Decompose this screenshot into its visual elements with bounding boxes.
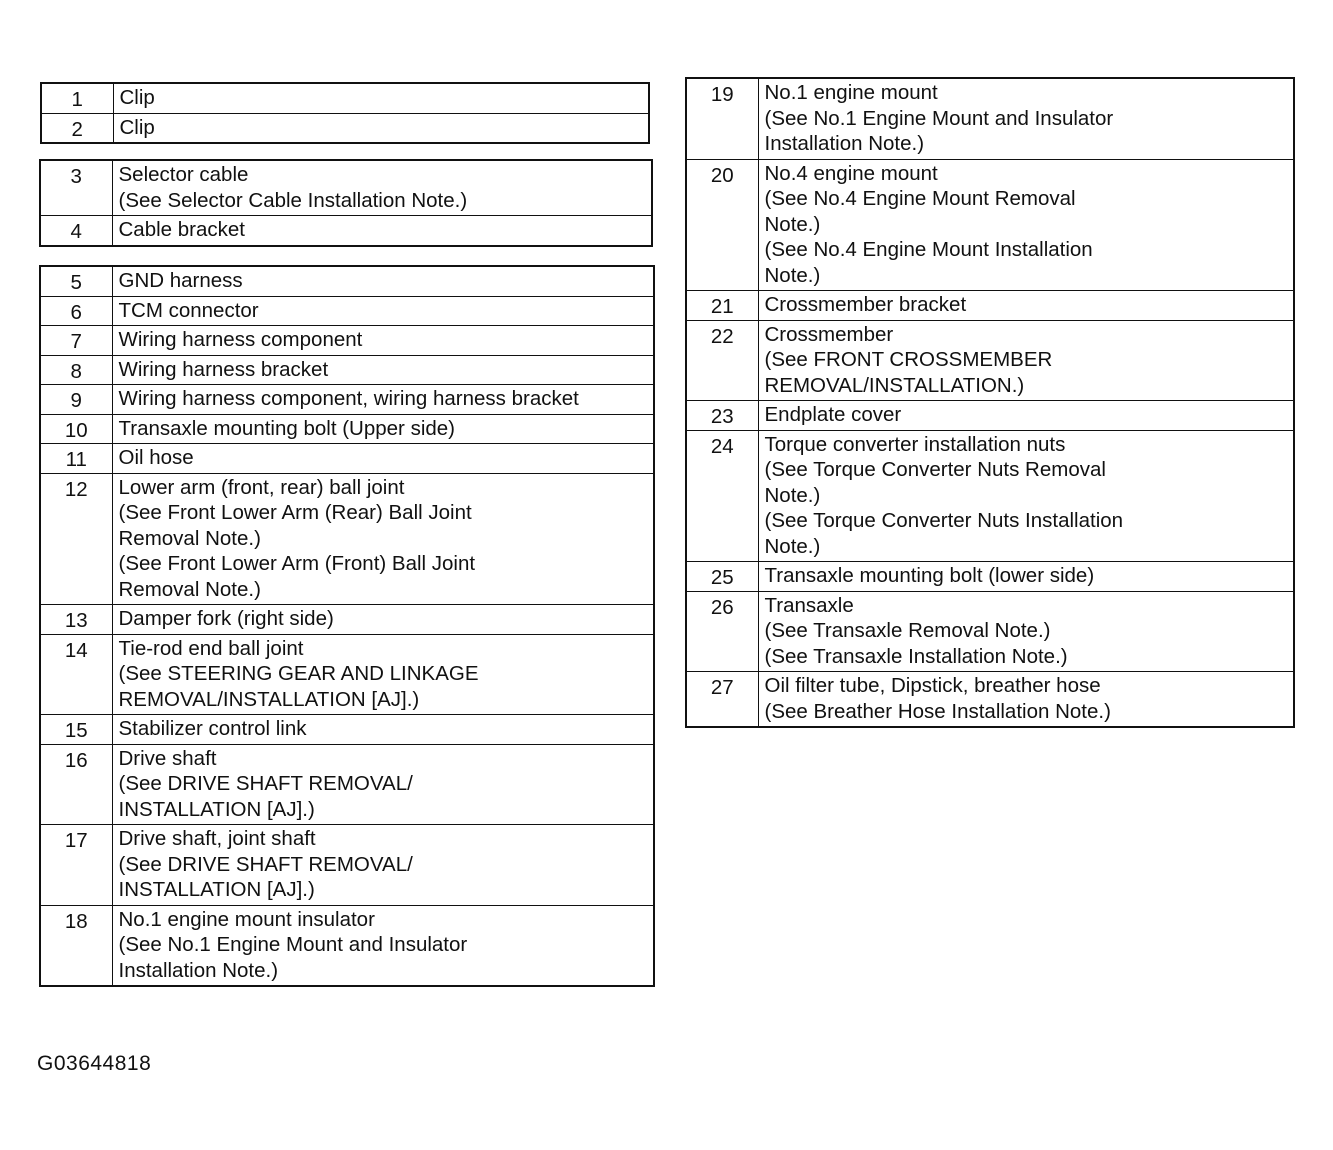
description-line: (See FRONT CROSSMEMBER [764, 348, 1053, 371]
description-line: Tie-rod end ball joint [118, 636, 304, 660]
table-row [40, 385, 654, 415]
description-line: (See Breather Hose Installation Note.) [764, 699, 1111, 723]
description-line: Wiring harness component, wiring harness bracket [118, 387, 579, 410]
table-row [41, 83, 649, 113]
item-description [112, 414, 654, 444]
description-line: Wiring harness component [118, 328, 363, 351]
item-description [758, 159, 1294, 291]
legend-table-2 [39, 159, 653, 247]
item-number: 24 [686, 430, 758, 562]
item-description [758, 591, 1294, 672]
description-line: INSTALLATION [AJ].) [118, 797, 315, 821]
description-line: (See DRIVE SHAFT REMOVAL/ [118, 852, 413, 876]
table-row [686, 562, 1294, 592]
description-line: Selector cable [118, 163, 249, 186]
table-row [40, 355, 654, 385]
item-number: 12 [40, 473, 112, 605]
item-number: 21 [686, 291, 758, 321]
item-description [112, 634, 654, 715]
item-number: 22 [686, 320, 758, 401]
description-line: Lower arm (front, rear) ball joint [118, 475, 405, 499]
item-number: 8 [40, 355, 112, 385]
description-line: Clip [119, 86, 155, 109]
description-line: REMOVAL/INSTALLATION [AJ].) [118, 687, 420, 711]
table-row [40, 216, 652, 246]
table-row [686, 591, 1294, 672]
description-line: Transaxle [764, 593, 854, 617]
item-description [112, 444, 654, 474]
legend-table-1 [40, 82, 650, 144]
description-line: No.4 engine mount [764, 161, 938, 185]
table-row [40, 326, 654, 356]
description-line: Oil hose [118, 446, 194, 469]
table-row [686, 430, 1294, 562]
description-line: Stabilizer control link [118, 717, 307, 740]
item-number: 26 [686, 591, 758, 672]
item-number: 11 [40, 444, 112, 474]
description-line: Wiring harness bracket [118, 357, 329, 381]
table-row [40, 414, 654, 444]
item-description [113, 113, 649, 143]
description-line: GND harness [118, 269, 243, 292]
description-line: (See No.1 Engine Mount and Insulator [764, 106, 1114, 130]
description-line: Note.) [764, 263, 821, 287]
item-description [112, 296, 654, 326]
description-line: Transaxle mounting bolt (lower side) [764, 564, 1095, 587]
item-number: 15 [40, 715, 112, 745]
legend-table-3 [39, 265, 655, 987]
description-line: (See No.4 Engine Mount Installation [764, 238, 1093, 261]
item-number: 1 [41, 83, 113, 113]
description-line: INSTALLATION [AJ].) [118, 878, 315, 901]
description-line: Crossmember bracket [764, 293, 967, 316]
description-line: Transaxle mounting bolt (Upper side) [118, 416, 456, 440]
description-line: Note.) [764, 534, 821, 558]
table-row [40, 905, 654, 986]
description-line: Note.) [764, 483, 821, 507]
item-number: 18 [40, 905, 112, 986]
description-line: REMOVAL/INSTALLATION.) [764, 373, 1025, 397]
description-line: TCM connector [118, 298, 259, 322]
table-row [40, 825, 654, 906]
description-line: Endplate cover [764, 403, 902, 426]
description-line: (See No.4 Engine Mount Removal [764, 187, 1076, 210]
description-line: Torque converter installation nuts [764, 432, 1066, 456]
table-row [40, 266, 654, 296]
item-number: 7 [40, 326, 112, 356]
description-line: Clip [119, 115, 155, 139]
item-description [758, 401, 1294, 431]
item-number: 19 [686, 78, 758, 159]
item-number: 6 [40, 296, 112, 326]
description-line: Removal Note.) [118, 526, 261, 550]
table-row [686, 291, 1294, 321]
item-number: 17 [40, 825, 112, 906]
description-line: (See No.1 Engine Mount and Insulator [118, 933, 468, 956]
table-row [686, 401, 1294, 431]
description-line: (See DRIVE SHAFT REMOVAL/ [118, 772, 413, 795]
description-line: (See Torque Converter Nuts Removal [764, 458, 1106, 481]
item-number: 9 [40, 385, 112, 415]
description-line: Crossmember [764, 322, 894, 346]
description-line: Installation Note.) [764, 132, 925, 155]
description-line: (See Transaxle Installation Note.) [764, 644, 1068, 668]
item-number: 20 [686, 159, 758, 291]
item-number: 3 [40, 160, 112, 216]
table-row [40, 715, 654, 745]
table-row [40, 473, 654, 605]
item-description [113, 83, 649, 113]
item-description [112, 905, 654, 986]
description-line: Removal Note.) [118, 577, 261, 601]
description-line: No.1 engine mount insulator [118, 907, 375, 931]
item-description [112, 605, 654, 635]
item-description [112, 266, 654, 296]
item-description [112, 355, 654, 385]
item-description [112, 825, 654, 906]
item-number: 25 [686, 562, 758, 592]
item-number: 14 [40, 634, 112, 715]
item-number: 4 [40, 216, 112, 246]
item-description [112, 715, 654, 745]
item-description [758, 430, 1294, 562]
description-line: (See Front Lower Arm (Front) Ball Joint [118, 552, 476, 575]
item-description [112, 385, 654, 415]
legend-table-4 [685, 77, 1295, 728]
description-line: Installation Note.) [118, 958, 279, 982]
description-line: Drive shaft [118, 746, 217, 770]
table-row [686, 320, 1294, 401]
table-row [686, 78, 1294, 159]
description-line: Oil filter tube, Dipstick, breather hose [764, 674, 1101, 697]
item-description [112, 744, 654, 825]
description-line: No.1 engine mount [764, 81, 938, 104]
table-row [40, 444, 654, 474]
table-row [41, 113, 649, 143]
table-row [686, 672, 1294, 728]
item-number: 23 [686, 401, 758, 431]
description-line: (See Front Lower Arm (Rear) Ball Joint [118, 501, 472, 524]
description-line: Note.) [764, 212, 821, 236]
description-line: Damper fork (right side) [118, 607, 334, 630]
item-description [112, 216, 652, 246]
item-number: 5 [40, 266, 112, 296]
item-description [758, 562, 1294, 592]
item-description [758, 672, 1294, 728]
table-row [40, 634, 654, 715]
figure-code: G03644818 [37, 1052, 152, 1075]
item-description [112, 326, 654, 356]
table-row [40, 605, 654, 635]
description-line: Cable bracket [118, 218, 245, 241]
description-line: (See Selector Cable Installation Note.) [118, 188, 468, 212]
description-line: (See Torque Converter Nuts Installation [764, 509, 1124, 532]
item-description [112, 160, 652, 216]
item-number: 27 [686, 672, 758, 728]
table-row [40, 296, 654, 326]
description-line: Drive shaft, joint shaft [118, 827, 316, 850]
table-row [40, 744, 654, 825]
item-description [758, 320, 1294, 401]
item-number: 10 [40, 414, 112, 444]
item-number: 13 [40, 605, 112, 635]
item-number: 16 [40, 744, 112, 825]
item-description [758, 78, 1294, 159]
item-number: 2 [41, 113, 113, 143]
description-line: (See STEERING GEAR AND LINKAGE [118, 662, 479, 685]
item-description [758, 291, 1294, 321]
item-description [112, 473, 654, 605]
table-row [40, 160, 652, 216]
table-row [686, 159, 1294, 291]
description-line: (See Transaxle Removal Note.) [764, 619, 1051, 642]
